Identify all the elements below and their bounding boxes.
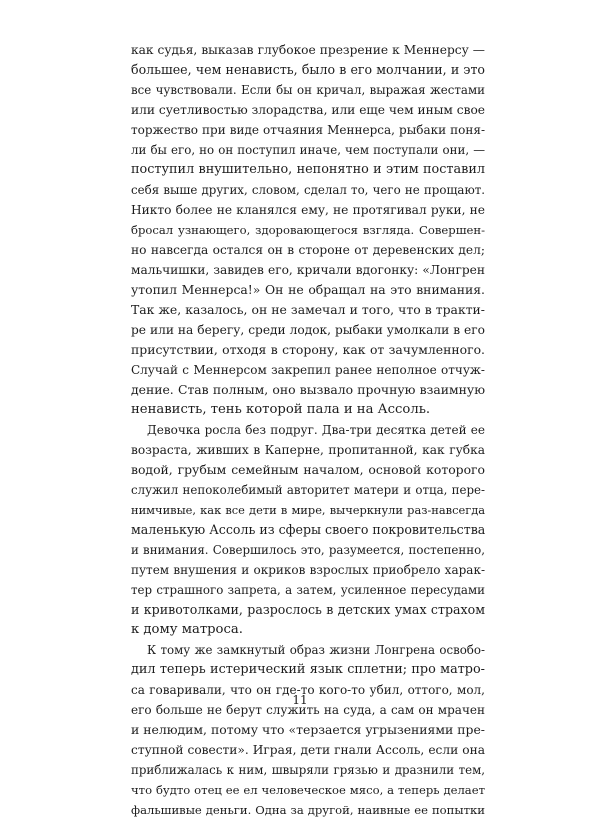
- text-line: водой, грубым семейным началом, основой которого: [131, 462, 485, 477]
- text-line: мальчишки, завидев его, кричали вдогонку: «Лонгрен: [131, 263, 485, 277]
- text-line: ре или на берегу, среди лодок, рыбаки умолкали в его: [131, 323, 485, 337]
- text-line: но навсегда остался он в стороне от деревенских дел;: [131, 243, 485, 257]
- text-line: что будто отец ее ел человеческое мясо, а теперь делает: [131, 783, 485, 797]
- text-line: ли бы его, но он поступил иначе, чем поступали они, —: [131, 143, 485, 157]
- text-line: утопил Меннерса!» Он не обращал на это внимания.: [131, 282, 485, 297]
- text-line: и нелюдим, потому что «терзается угрызениями пре-: [131, 722, 485, 737]
- text-line: служил непоколебимый авторитет матери и отца, пере-: [131, 483, 485, 497]
- text-line: или суетливостью злорадства, или еще чем иным свое: [131, 103, 485, 117]
- text-line: его больше не берут служить на суда, а сам он мрачен: [131, 703, 485, 717]
- text-line: са говаривали, что он где-то кого-то убил, оттого, мол,: [131, 683, 485, 697]
- text-line: и внимания. Совершилось это, разумеется, постепенно,: [131, 543, 485, 557]
- text-line: бросал узнающего, здоровающегося взгляда. Совершен-: [131, 223, 485, 237]
- text-line: тер страшного запрета, а затем, усиленное пересудами: [131, 583, 485, 597]
- text-line: нимчивые, как все дети в мире, вычеркнули раз-навсегда: [131, 503, 485, 517]
- text-line: приближалась к ним, швыряли грязью и дразнили тем,: [131, 763, 485, 777]
- page-number: 11: [292, 693, 308, 707]
- paragraph-first-line: Девочка росла без подруг. Два-три десятка детей ее: [147, 423, 485, 437]
- text-line: Так же, казалось, он не замечал и того, что в тракти-: [131, 302, 485, 317]
- text-line: ступной совести». Играя, дети гнали Ассоль, если она: [131, 743, 485, 757]
- paragraph-last-line: к дому матроса.: [131, 622, 243, 637]
- text-line: и кривотолками, разрослось в детских умах страхом: [131, 602, 485, 617]
- paragraph-last-line: ненависть, тень которой пала и на Ассоль.: [131, 402, 431, 417]
- text-line: дил теперь истерический язык сплетни; про матро-: [131, 662, 485, 677]
- text-line: возраста, живших в Каперне, пропитанной, как губка: [131, 443, 485, 457]
- text-line: фальшивые деньги. Одна за другой, наивные ее попытки: [131, 803, 485, 817]
- text-line: себя выше других, словом, сделал то, чего не прощают.: [131, 183, 485, 197]
- text-line: Никто более не кланялся ему, не протягивал руки, не: [131, 203, 485, 217]
- text-line: большее, чем ненависть, было в его молчании, и это: [131, 62, 485, 77]
- text-line: все чувствовали. Если бы он кричал, выражая жестами: [131, 83, 485, 97]
- text-line: торжество при виде отчаяния Меннерса, рыбаки поня-: [131, 123, 485, 137]
- text-line: путем внушения и окриков взрослых приобрело харак-: [131, 563, 485, 577]
- text-line: поступил внушительно, непонятно и этим поставил: [131, 162, 485, 177]
- paragraph-first-line: К тому же замкнутый образ жизни Лонгрена освобо-: [147, 643, 485, 657]
- text-line: присутствии, отходя в сторону, как от зачумленного.: [131, 342, 485, 357]
- text-line: как судья, выказав глубокое презрение к Меннерсу —: [131, 43, 485, 57]
- text-line: маленькую Ассоль из сферы своего покровительства: [131, 522, 486, 537]
- text-line: дение. Став полным, оно вызвало прочную взаимную: [131, 382, 485, 397]
- text-line: Случай с Меннерсом закрепил ранее неполное отчуж-: [131, 363, 485, 377]
